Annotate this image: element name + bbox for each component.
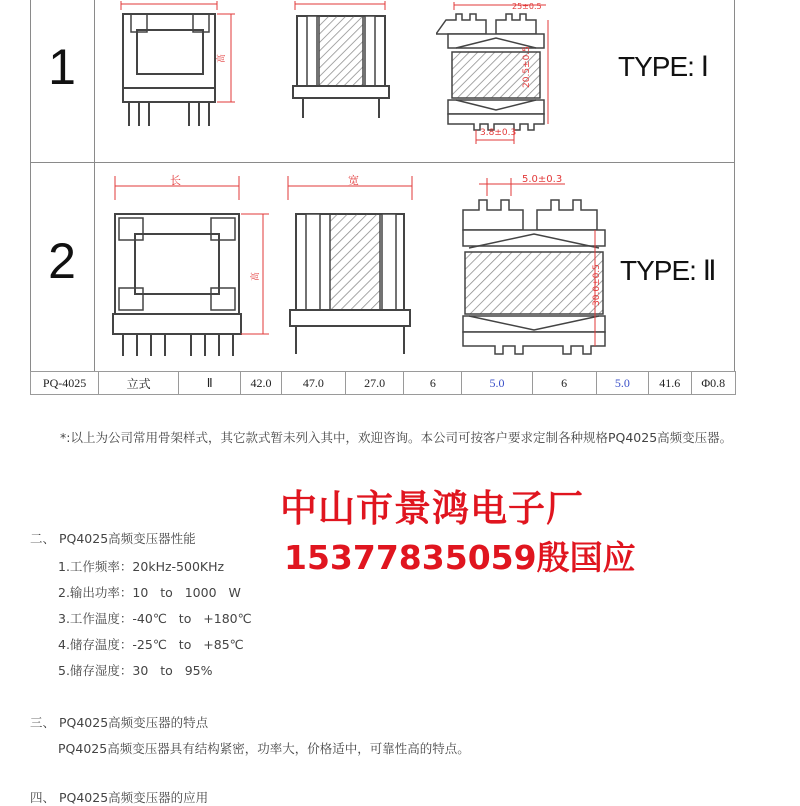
section-2-title: 二、 PQ4025高频变压器性能 <box>30 531 196 546</box>
height-label-2: 高 <box>251 271 262 282</box>
core-section-drawing-2 <box>455 170 615 365</box>
type-roman-2: Ⅱ <box>702 256 716 287</box>
list-item: 1.工作频率：20kHz-500KHz <box>58 559 225 574</box>
top-dim-label-2: 5.0±0.3 <box>522 174 563 185</box>
list-item: 2.输出功率：10 to 1000 W <box>58 585 241 600</box>
type-word-1: TYPE: <box>618 51 694 82</box>
spec-row <box>30 371 736 395</box>
length-label-2: 长 <box>170 174 181 187</box>
side-view-drawing-2 <box>282 170 432 360</box>
spec-cell: 5.0 <box>462 372 532 394</box>
section-4-title: 四、 PQ4025高频变压器的应用 <box>30 790 209 805</box>
bottom-dim-label-1: 3.8±0.3 <box>480 128 517 138</box>
side-dim-label-2: 30.0±0.5 <box>592 264 602 306</box>
list-item: 4.储存温度：-25℃ to +85℃ <box>58 637 244 652</box>
spec-cell: 5.0 <box>597 372 649 394</box>
side-dim-label-1: 20.5±0.5 <box>522 46 532 88</box>
type-roman-1: Ⅰ <box>700 52 708 83</box>
spec-cell: 27.0 <box>346 372 404 394</box>
type-label-1 <box>618 50 708 84</box>
list-item: 3.工作温度：-40℃ to +180℃ <box>58 611 252 626</box>
top-dim-label-1: 25±0.5 <box>512 2 542 11</box>
spec-cell: Φ0.8 <box>701 375 726 390</box>
front-view-drawing-1 <box>105 0 245 130</box>
list-item: 5.储存湿度：30 to 95% <box>58 663 213 678</box>
spec-cell: 47.0 <box>282 372 346 394</box>
table-right-border <box>734 0 735 372</box>
row-number-2: 2 <box>48 233 76 289</box>
company-name-overlay: 中山市景鸿电子厂 <box>280 487 584 530</box>
contact-overlay: 15377835059殷国应 <box>284 538 636 577</box>
spec-cell: PQ-4025 <box>31 372 99 394</box>
type-word-2: TYPE: <box>620 255 696 286</box>
table-row-divider <box>30 162 735 163</box>
spec-cell: 6 <box>533 372 597 394</box>
section-3-body: PQ4025高频变压器具有结构紧密，功率大，价格适中，可靠性高的特点。 <box>58 741 470 756</box>
spec-cell: 立式 <box>99 372 179 394</box>
spec-cell: Ⅱ <box>179 372 241 394</box>
height-label-1: 高 <box>217 53 228 64</box>
side-view-drawing-1 <box>285 0 405 130</box>
row-number-1: 1 <box>48 39 76 95</box>
note-paragraph: *:以上为公司常用骨架样式，其它款式暂未列入其中，欢迎咨询。本公司可按客户要求定制各种规格PQ4025高频变压器。 <box>60 430 733 445</box>
spec-cell: 6 <box>404 372 462 394</box>
front-view-drawing-2 <box>105 170 275 360</box>
width-label-2: 宽 <box>348 174 359 187</box>
type-label-2 <box>620 254 715 288</box>
table-col-divider <box>94 0 95 372</box>
spec-cell: 41.6 <box>649 372 691 394</box>
section-3-title: 三、 PQ4025高频变压器的特点 <box>30 715 209 730</box>
spec-cell: 42.0 <box>241 372 281 394</box>
